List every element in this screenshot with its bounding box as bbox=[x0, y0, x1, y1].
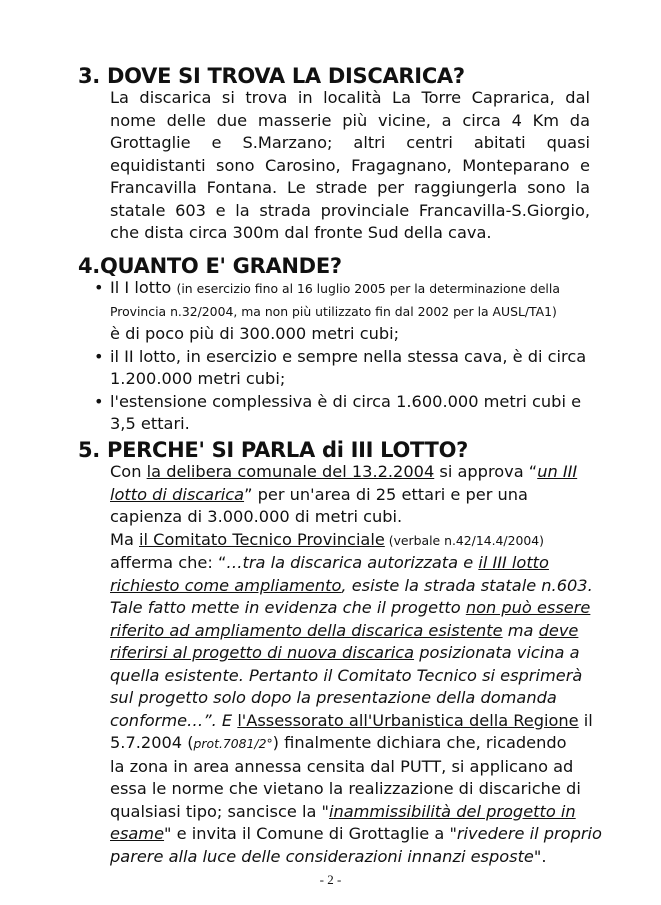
quote: deve bbox=[538, 620, 579, 640]
text: ”. E bbox=[203, 710, 238, 730]
text-line: capienza di 3.000.000 di metri cubi. bbox=[110, 507, 403, 526]
text-line: equidistanti sono Carosino, Fragagnano, Monteparano e bbox=[110, 155, 590, 175]
text: ” per un'area di 25 ettari e per una bbox=[244, 484, 528, 504]
emphasis: rivedere il proprio bbox=[456, 824, 602, 843]
text: " e invita il Comune di Grottaglie a " bbox=[164, 824, 457, 843]
text: ) finalmente dichiara che, ricadendo bbox=[272, 733, 567, 752]
list-item bbox=[92, 346, 592, 391]
section-3-paragraph bbox=[110, 87, 590, 245]
text-line: che dista circa 300m dal fronte Sud della cava. bbox=[110, 223, 492, 242]
text: ". bbox=[533, 846, 547, 866]
quote: quella esistente. Pertanto il Comitato Tecnico si esprimerà bbox=[110, 665, 583, 685]
text-line: Francavilla Fontana. Le strade per raggiungerla sono la bbox=[110, 178, 590, 197]
bullet-text: il II lotto, in esercizio e sempre nella stessa cava, è di circa bbox=[110, 346, 587, 366]
section-5-heading: 5. PERCHE' SI PARLA di III LOTTO? bbox=[78, 438, 469, 462]
page-number: - 2 - bbox=[319, 872, 342, 887]
quote: il III lotto bbox=[478, 553, 549, 572]
quote: richiesto come ampliamento bbox=[110, 575, 342, 595]
bullet-icon: • bbox=[94, 391, 104, 411]
text: si approva “ bbox=[434, 462, 538, 481]
text-line: nome delle due masserie più vicine, a circa 4 Km da bbox=[110, 110, 590, 130]
text: il bbox=[578, 710, 593, 730]
bullet-text: Il I lotto bbox=[110, 278, 172, 297]
quote: conforme… bbox=[110, 710, 204, 730]
text: Con bbox=[110, 462, 147, 481]
emphasis: lotto di discarica bbox=[110, 484, 245, 504]
text: Ma bbox=[110, 529, 140, 549]
note: prot.7081/2° bbox=[193, 736, 273, 751]
bullet-icon: • bbox=[94, 346, 104, 366]
text: afferma che: “ bbox=[110, 553, 227, 572]
text-line: Grottaglie e S.Marzano; altri centri abitati quasi bbox=[110, 133, 590, 152]
quote: riferirsi al progetto di nuova discarica bbox=[110, 643, 415, 662]
text-line: la zona in area annessa censita dal PUTT, si applicano ad bbox=[110, 756, 574, 776]
emphasis: parere alla luce delle considerazioni innanzi esposte bbox=[110, 846, 534, 866]
quote: non può essere bbox=[465, 598, 591, 617]
quote: …tra la discarica autorizzata e bbox=[226, 553, 479, 572]
emphasis: esame bbox=[110, 824, 165, 843]
bullet-note: Provincia n.32/2004, ma non più utilizzato fin dal 2002 per la AUSL/TA1) bbox=[110, 303, 557, 319]
delibera-link-text: la delibera comunale del 13.2.2004 bbox=[146, 462, 435, 481]
section-3-heading: 3. DOVE SI TROVA LA DISCARICA? bbox=[78, 64, 465, 88]
text: qualsiasi tipo; sancisce la " bbox=[110, 801, 329, 821]
list-item bbox=[92, 277, 592, 346]
text-line: essa le norme che vietano la realizzazione di discariche di bbox=[110, 779, 581, 798]
quote: posizionata vicina a bbox=[414, 643, 580, 662]
section-4-list bbox=[92, 277, 592, 436]
text-line: La discarica si trova in località La Torre Caprarica, dal bbox=[110, 88, 590, 107]
emphasis: il Comitato Tecnico Provinciale bbox=[139, 529, 385, 549]
bullet-icon: • bbox=[94, 278, 104, 297]
section-5-paragraph bbox=[110, 461, 602, 868]
note: (verbale n.42/14.4/2004) bbox=[384, 532, 544, 548]
emphasis: l'Assessorato all'Urbanistica della Regione bbox=[237, 710, 579, 730]
text: 5.7.2004 ( bbox=[110, 733, 194, 752]
quote: sul progetto solo dopo la presentazione della domanda bbox=[110, 688, 557, 707]
bullet-text: 3,5 ettari. bbox=[110, 414, 190, 433]
list-item bbox=[92, 391, 592, 436]
quote: , esiste la strada statale n.603. bbox=[341, 575, 593, 595]
text-line: statale 603 e la strada provinciale Francavilla-S.Giorgio, bbox=[110, 200, 590, 220]
section-4-heading: 4.QUANTO E' GRANDE? bbox=[78, 254, 342, 278]
emphasis: inammissibilità del progetto in bbox=[328, 801, 576, 821]
bullet-text: l'estensione complessiva è di circa 1.600.000 metri cubi e bbox=[110, 391, 582, 411]
bullet-text: 1.200.000 metri cubi; bbox=[110, 369, 286, 388]
bullet-note: (in esercizio fino al 16 luglio 2005 per la determinazione della bbox=[176, 281, 560, 296]
emphasis: un III bbox=[537, 462, 578, 481]
bullet-text: è di poco più di 300.000 metri cubi; bbox=[110, 324, 400, 343]
quote: ma bbox=[502, 620, 539, 640]
quote: Tale fatto mette in evidenza che il progetto bbox=[110, 598, 466, 617]
quote: riferito ad ampliamento della discarica esistente bbox=[110, 620, 503, 640]
